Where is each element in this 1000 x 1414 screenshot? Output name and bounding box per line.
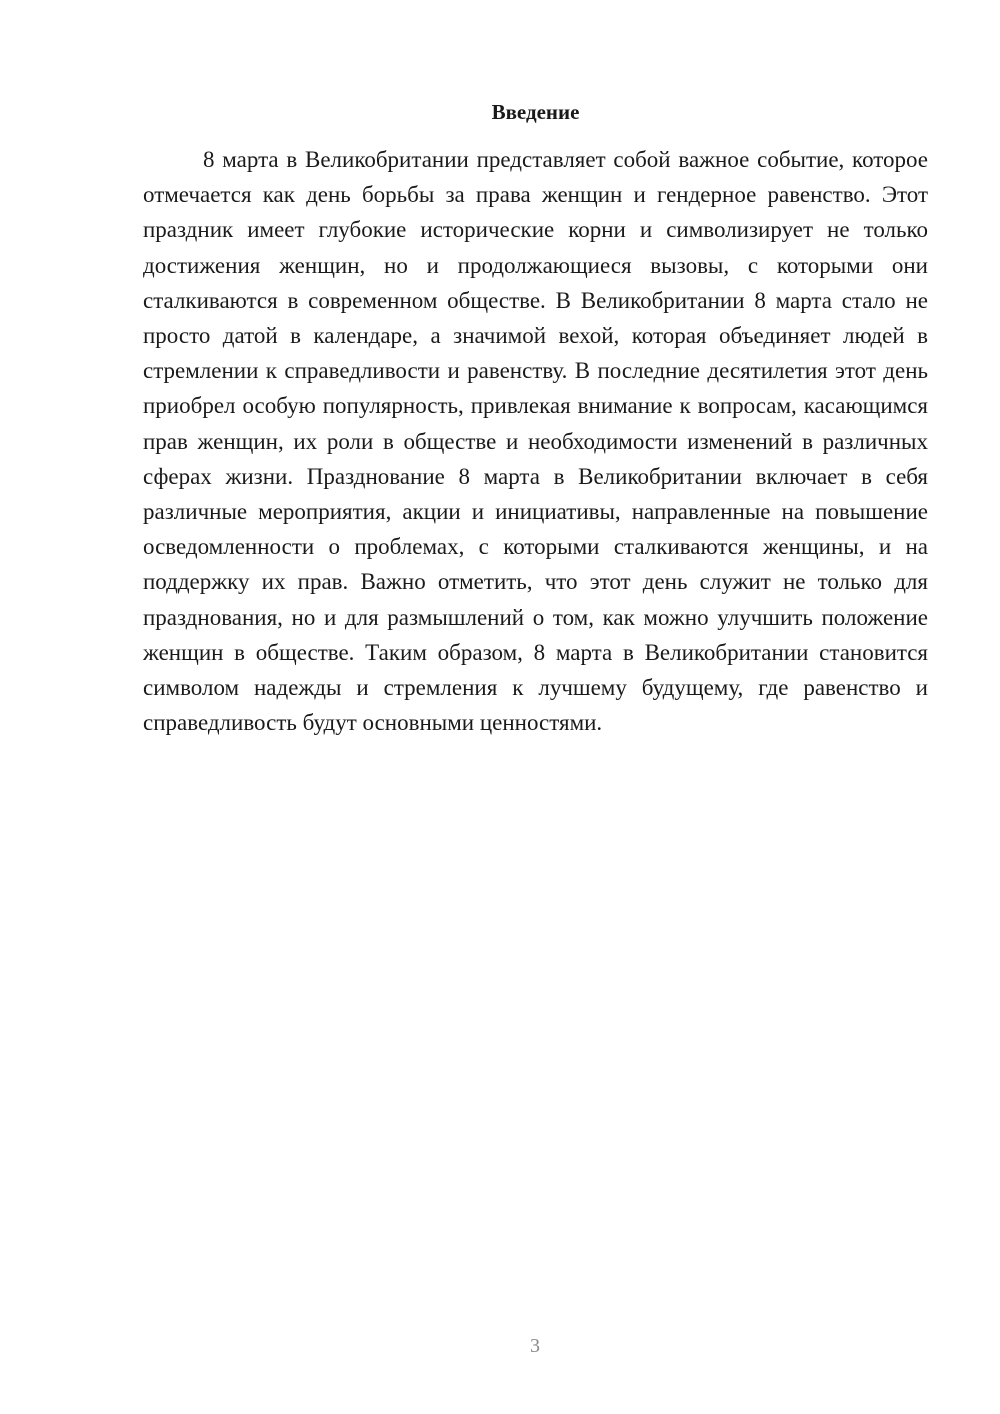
page-number: 3 [530, 1335, 540, 1357]
body-paragraph: 8 марта в Великобритании представляет собой важное событие, которое отмечается как день борьбы за права женщин и гендерное равенство. Этот праздник имеет глубокие исторические корни и символизирует не только достижения женщин, но и продолжающиеся вызовы, с которыми они сталкиваются в современном обществе. В Великобритании 8 марта стало не просто датой в календаре, а значимой вехой, которая объединяет людей в стремлении к справедливости и равенству. В последние десятилетия этот день приобрел особую популярность, привлекая внимание к вопросам, касающимся прав женщин, их роли в обществе и необходимости изменений в различных сферах жизни. Празднование 8 марта в Великобритании включает в себя различные мероприятия, акции и инициативы, направленные на повышение осведомленности о проблемах, с которыми сталкиваются женщины, и на поддержку их прав. Важно отметить, что этот день служит не только для празднования, но и для размышлений о том, как можно улучшить положение женщин в обществе. Таким образом, 8 марта в Великобритании становится символом надежды и стремления к лучшему будущему, где равенство и справедливость будут основными ценностями. [143, 147, 928, 736]
section-heading: Введение [491, 100, 580, 124]
